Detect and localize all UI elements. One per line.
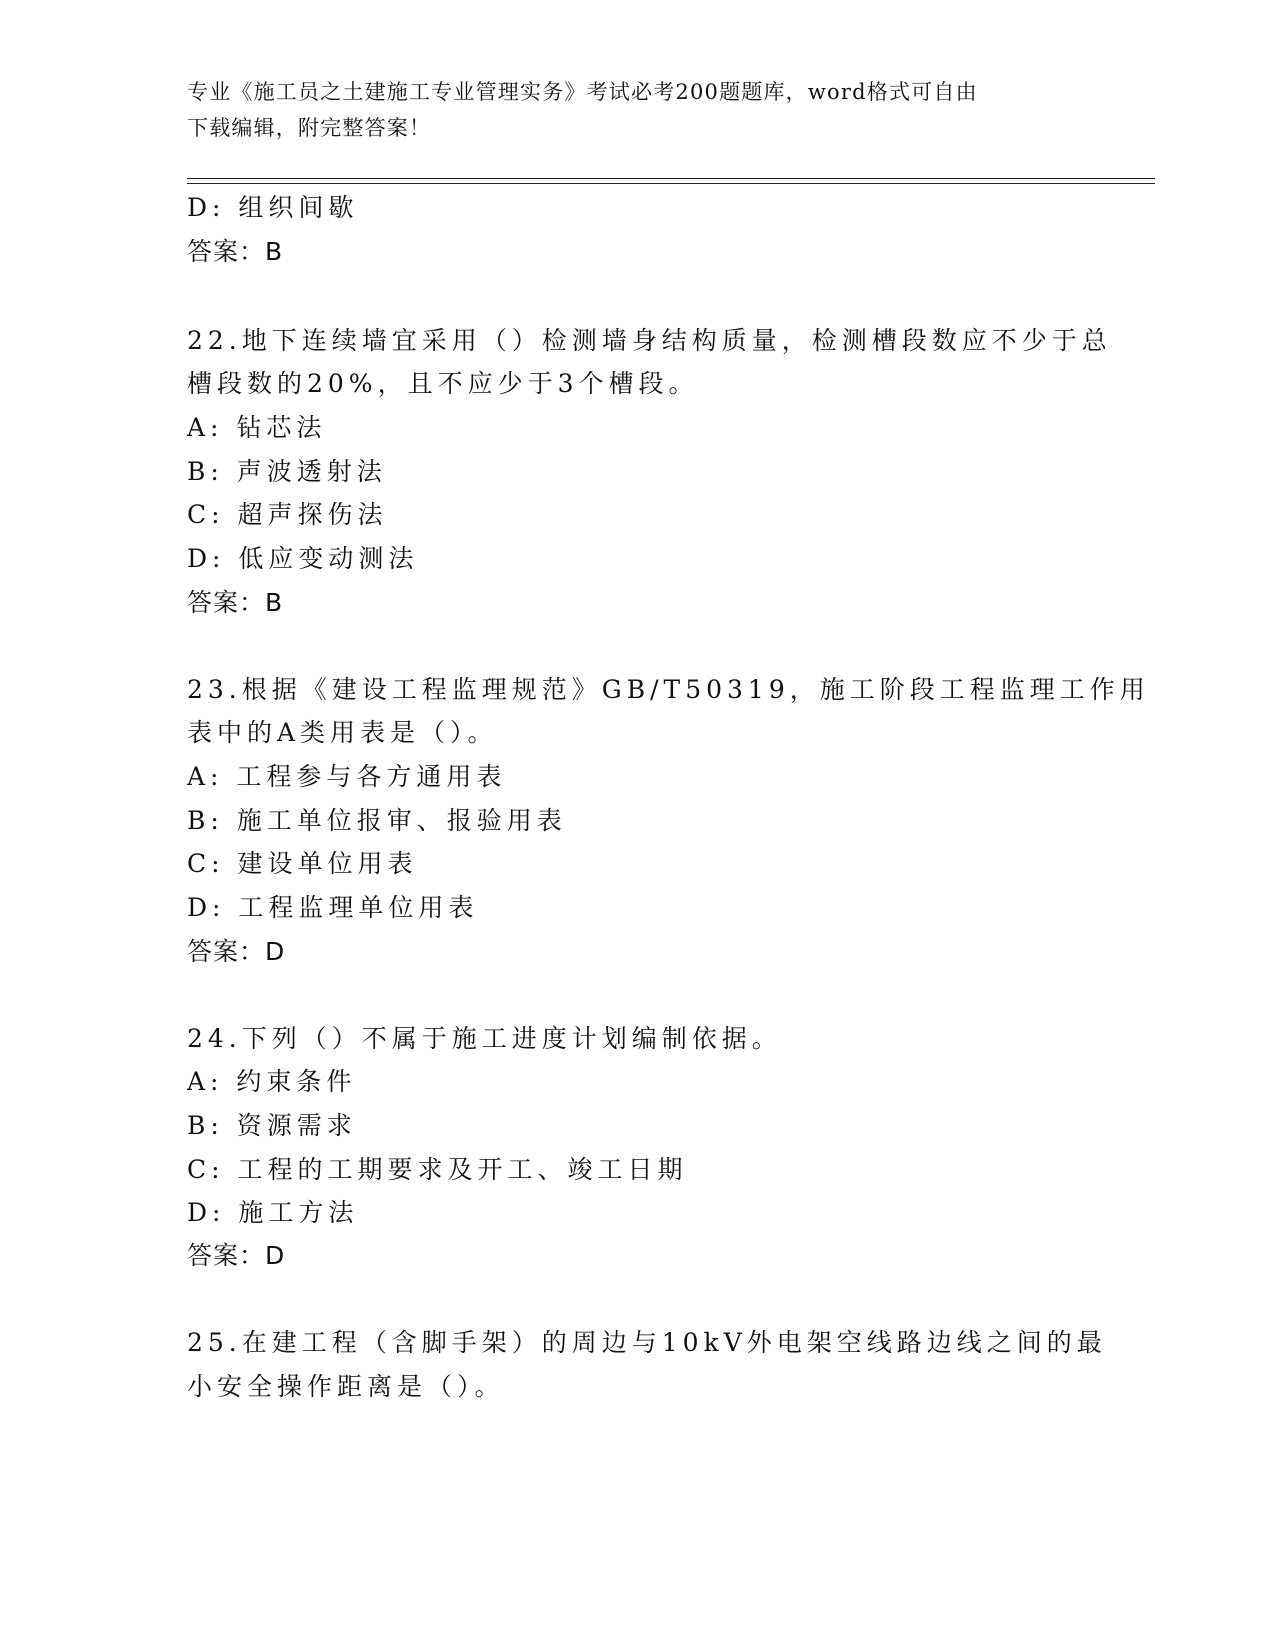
q25-stem-line-2: 小安全操作距离是（）。 [187,1372,505,1401]
q22-stem-line-2: 槽段数的20%，且不应少于3个槽段。 [187,369,699,398]
q22-option-a: A: 钻芯法 [187,413,327,442]
q23-option-d: D: 工程监理单位用表 [187,893,479,922]
header-divider-top [187,178,1155,179]
q22-answer: 答案：B [187,588,284,617]
document-header [187,74,1067,146]
q23-answer: 答案：D [187,937,286,966]
header-line-1: 专业《施工员之土建施工专业管理实务》考试必考200题题库，word格式可自由 [187,80,978,104]
q25-stem-line-1: 25.在建工程（含脚手架）的周边与10kV外电架空线路边线之间的最 [187,1328,1107,1357]
q24-option-d: D: 施工方法 [187,1198,359,1227]
q24-option-c: C: 工程的工期要求及开工、竣工日期 [187,1155,688,1184]
q21-answer: 答案：B [187,237,284,266]
header-line-2: 下载编辑，附完整答案！ [187,116,432,140]
q22-option-d: D: 低应变动测法 [187,544,419,573]
q23-option-c: C: 建设单位用表 [187,849,418,878]
q21-option-d: D: 组织间歇 [187,193,359,222]
q22-option-c: C: 超声探伤法 [187,500,388,529]
q24-option-b: B: 资源需求 [187,1111,357,1140]
header-divider-bottom [187,183,1155,184]
q24-option-a: A: 约束条件 [187,1067,357,1096]
q24-stem-line-1: 24.下列（）不属于施工进度计划编制依据。 [187,1024,782,1053]
q22-option-b: B: 声波透射法 [187,457,387,486]
q23-stem-line-2: 表中的A类用表是（）。 [187,718,498,747]
q23-option-b: B: 施工单位报审、报验用表 [187,806,567,835]
q23-option-a: A: 工程参与各方通用表 [187,762,507,791]
q22-stem-line-1: 22.地下连续墙宜采用（）检测墙身结构质量，检测槽段数应不少于总 [187,326,1112,355]
q23-stem-line-1: 23.根据《建设工程监理规范》GB/T50319，施工阶段工程监理工作用 [187,675,1150,704]
q24-answer: 答案：D [187,1241,286,1270]
